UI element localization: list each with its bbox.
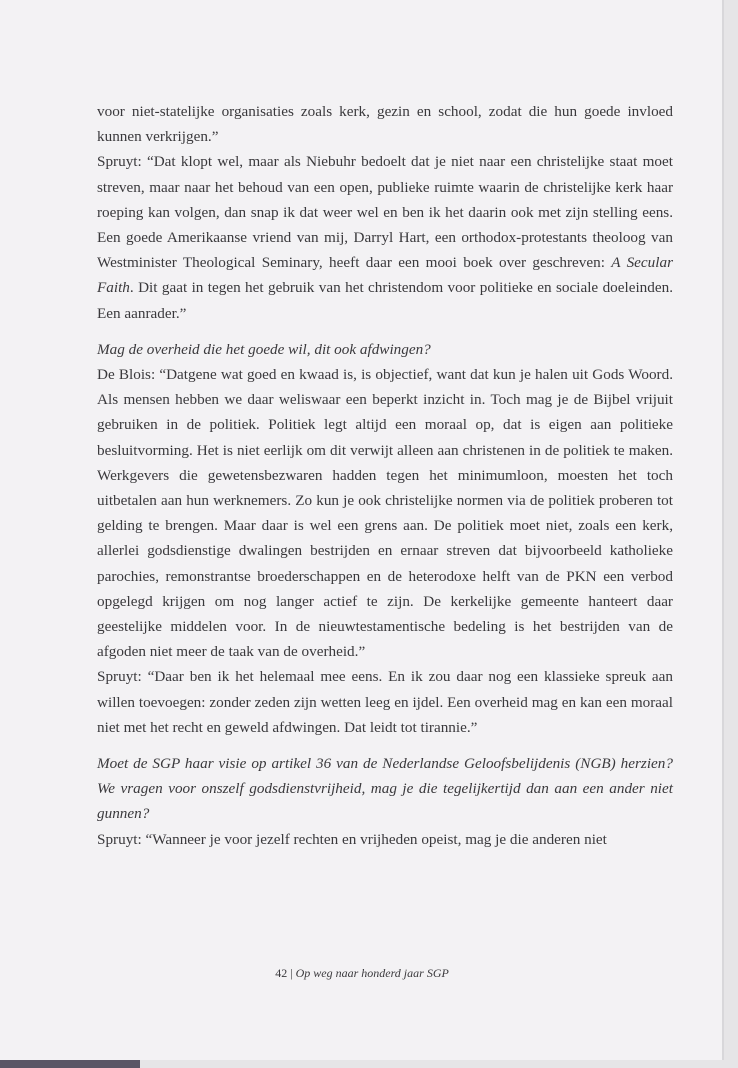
paragraph-text: . Dit gaat in tegen het gebruik van het christendom voor politieke en sociale doeleinden. Een aanrader.” [97, 279, 673, 322]
page-footer [0, 966, 724, 981]
book-title-reference: A Secular Faith [97, 254, 673, 297]
paragraph-text: Spruyt: “Dat klopt wel, maar als Niebuhr bedoelt dat je niet naar een christelijke staat moet streven, maar naar het behoud van een open, publieke ruimte waarin de christelijke kerk haar roeping kan volgen, dan snap ik dat weer wel en ben ik het daarin ook met zijn stelling eens. Een goede Amerikaanse vriend van mij, Darryl Hart, een orthodox-protestants theoloog van Westminister Theological Seminary, heeft daar een mooi boek over geschreven: [97, 153, 673, 272]
interview-question: Moet de SGP haar visie op artikel 36 van de Nederlandse Geloofsbelijdenis (NGB) herzien? We vragen voor onszelf godsdienstvrijheid, mag je die tegelijkertijd dan aan een ander niet gunnen? [97, 755, 673, 823]
paragraph [97, 149, 673, 325]
interview-question: Mag de overheid die het goede wil, dit ook afdwingen? [97, 340, 431, 358]
paragraph: voor niet-statelijke organisaties zoals kerk, gezin en school, zodat die hun goede invloed kunnen verkrijgen.” [97, 103, 673, 146]
running-title: Op weg naar honderd jaar SGP [295, 966, 449, 980]
paragraph: De Blois: “Datgene wat goed en kwaad is, is objectief, want dat kun je halen uit Gods Woord. Als mensen hebben we daar weliswaar een beperkt inzicht in. Toch mag je de Bijbel vrijuit gebruiken in de politiek. Politiek legt altijd een moraal op, dat is eigen aan politieke besluitvorming. Het is niet eerlijk om dit verwijt alleen aan christenen in de politiek te maken. Werkgevers die gewetensbezwaren hadden tegen het minimumloon, moesten het toch uitbetalen aan hun werknemers. Zo kun je ook christelijke normen via de politiek proberen tot gelding te brengen. Maar daar is wel een grens aan. De politiek moet niet, zoals een kerk, allerlei godsdienstige dwalingen bestrijden en ernaar streven dat bijvoorbeeld katholieke parochies, remonstrantse broederschappen en de heterodoxe helft van de PKN een verbod opgelegd krijgen om nog langer actief te zijn. De kerkelijke gemeente hanteert daar geestelijke middelen voor. In de nieuwtestamentische bedeling is het bestrijden van de afgoden niet meer de taak van de overheid.” [97, 366, 673, 661]
page-number: 42 [275, 966, 288, 980]
paragraph: Spruyt: “Wanneer je voor jezelf rechten en vrijheden opeist, mag je die anderen niet [97, 830, 607, 848]
footer-separator: | [290, 966, 293, 980]
paragraph: Spruyt: “Daar ben ik het helemaal mee eens. En ik zou daar nog een klassieke spreuk aan willen toevoegen: zonder zeden zijn wetten leeg en ijdel. Een overheid mag en kan een moraal niet met het recht en geweld afdwingen. Dat leidt tot tirannie.” [97, 668, 673, 736]
body-text [97, 99, 673, 852]
scan-edge-strip [0, 1060, 140, 1068]
